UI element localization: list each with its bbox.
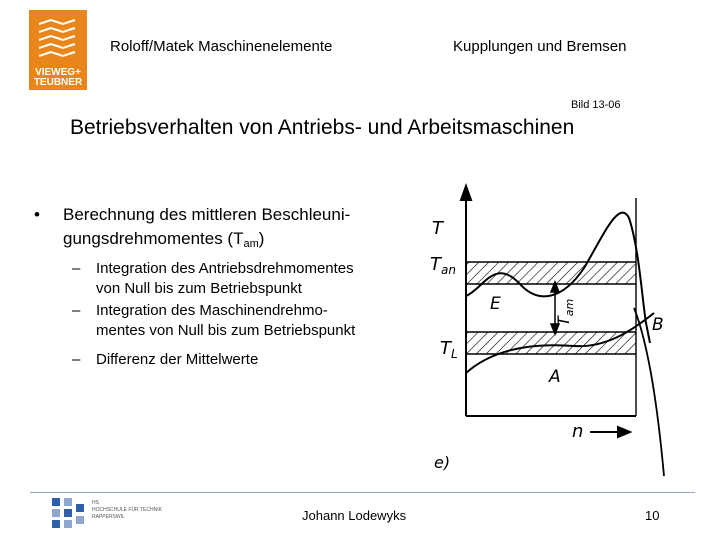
bullet-line2-end: ) — [258, 229, 265, 248]
area-a-label: A — [549, 367, 561, 387]
sub-item-line2: von Null bis zum Betriebspunkt — [96, 280, 302, 297]
bullet-line2-text: gungsdrehmomentes (T — [63, 229, 244, 248]
x-axis-label: n — [572, 421, 584, 442]
t-an-label: $T_{an}$ — [430, 254, 456, 277]
diagram-caption: e) — [434, 453, 451, 472]
header-chapter: Kupplungen und Bremsen — [453, 38, 627, 55]
bullet-text — [63, 203, 413, 256]
footer-author: Johann Lodewyks — [302, 508, 407, 523]
institution-line1: HS — [92, 500, 99, 506]
institution-line2: HOCHSCHULE FÜR TECHNIK — [92, 507, 162, 513]
t-am-label: $T_{am}$ — [554, 298, 576, 326]
t-l-band — [466, 332, 636, 354]
vieweg-teubner-logo-icon — [29, 10, 87, 66]
sub-item-line2: mentes von Null bis zum Betriebspunkt — [96, 322, 356, 339]
t-l-label: $T_L$ — [440, 338, 458, 361]
torque-speed-diagram — [424, 178, 676, 478]
area-e-label: E — [490, 294, 501, 314]
logo-brand-line1: VIEWEG+ — [35, 67, 81, 78]
n-axis-arrow — [590, 427, 630, 437]
institution-squares-icon — [52, 498, 84, 528]
page-number: 10 — [645, 508, 660, 523]
header-book-title: Roloff/Matek Maschinenelemente — [110, 38, 333, 55]
sub-item-line1: Differenz der Mittelwerte — [96, 351, 259, 368]
publisher-logo — [29, 10, 87, 90]
point-b-label: B — [652, 315, 664, 335]
bullet-marker: • — [34, 205, 40, 224]
bullet-line2 — [63, 227, 413, 256]
sub-item-marker: – — [72, 351, 81, 368]
sub-item-line1: Integration des Antriebsdrehmomentes — [96, 260, 354, 277]
sub-item-marker: – — [72, 260, 81, 277]
sub-item-line1: Integration des Maschinendrehmo- — [96, 302, 328, 319]
institution-line3: RAPPERSWIL — [92, 514, 125, 520]
institution-logo — [52, 496, 182, 530]
t-an-band — [466, 262, 636, 284]
slide-title: Betriebsverhalten von Antriebs- und Arbeitsmaschinen — [70, 116, 575, 139]
logo-brand-line2: TEUBNER — [33, 77, 83, 88]
footer-divider — [30, 492, 695, 493]
figure-reference: Bild 13-06 — [571, 99, 621, 111]
y-axis-label: T — [432, 218, 443, 239]
sub-item — [96, 259, 416, 299]
sub-item-marker: – — [72, 302, 81, 319]
bullet-line1: Berechnung des mittleren Beschleuni- — [63, 205, 351, 224]
sub-item — [96, 350, 416, 370]
bullet-line2-sub: am — [243, 238, 259, 250]
sub-item — [96, 301, 416, 341]
